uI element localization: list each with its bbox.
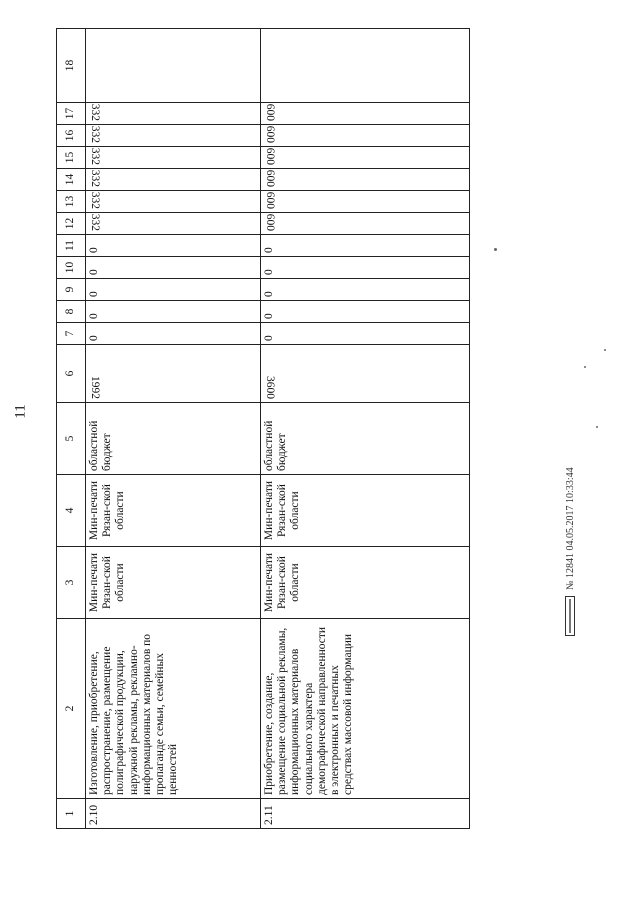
year-value: 332 <box>89 103 102 121</box>
year-cell <box>86 213 261 235</box>
year-value: 332 <box>89 169 102 187</box>
year-cell <box>86 191 261 213</box>
table-row <box>86 29 261 829</box>
executor-cell: Мин-печати Рязан-ской области <box>261 547 470 619</box>
year-cell <box>261 213 470 235</box>
year-cell <box>86 125 261 147</box>
row-id-cell: 2.11 <box>261 799 470 829</box>
year-value: 600 <box>264 125 277 143</box>
year-cell <box>86 169 261 191</box>
year-cell <box>261 103 470 125</box>
header-cell: 9 <box>57 279 86 301</box>
participant-cell: Мин-печати Рязан-ской области <box>261 475 470 547</box>
header-cell: 3 <box>57 547 86 619</box>
header-cell: 17 <box>57 103 86 125</box>
year-value: 332 <box>89 213 102 231</box>
source-cell: областной бюджет <box>86 403 261 475</box>
table-row <box>261 29 470 829</box>
total-value: 1992 <box>89 376 102 399</box>
scan-speck <box>604 349 606 351</box>
header-cell: 8 <box>57 301 86 323</box>
year-cell: 0 <box>86 301 261 323</box>
total-cell <box>261 345 470 403</box>
program-table <box>56 28 470 829</box>
scan-speck <box>494 248 497 251</box>
rotated-table-container <box>56 29 470 829</box>
result-cell <box>261 29 470 103</box>
header-cell: 18 <box>57 29 86 103</box>
year-cell: 0 <box>261 301 470 323</box>
scan-speck <box>584 366 586 368</box>
header-cell: 7 <box>57 323 86 345</box>
measure-name-cell: Приобретение, создание, размещение социальной рекламы, информационных материалов социального характера демографической направленности в электронных и печатных средствах массовой информации <box>261 619 470 799</box>
year-cell: 0 <box>86 235 261 257</box>
header-row <box>57 29 86 829</box>
header-cell: 1 <box>57 799 86 829</box>
year-cell: 0 <box>86 323 261 345</box>
page-number: 11 <box>12 404 29 419</box>
year-value: 600 <box>264 103 277 121</box>
year-value: 332 <box>89 147 102 165</box>
header-cell: 6 <box>57 345 86 403</box>
year-value: 332 <box>89 125 102 143</box>
year-cell <box>261 169 470 191</box>
total-cell <box>86 345 261 403</box>
source-cell: областной бюджет <box>261 403 470 475</box>
year-value: 600 <box>264 169 277 187</box>
header-cell: 5 <box>57 403 86 475</box>
header-cell: 12 <box>57 213 86 235</box>
stamp-text: № 12841 04.05.2017 10:33:44 <box>564 467 576 590</box>
year-value: 600 <box>264 213 277 231</box>
result-cell <box>86 29 261 103</box>
year-cell <box>261 125 470 147</box>
header-cell: 13 <box>57 191 86 213</box>
row-id-cell: 2.10 <box>86 799 261 829</box>
year-cell <box>86 103 261 125</box>
header-cell: 16 <box>57 125 86 147</box>
year-cell <box>261 147 470 169</box>
year-cell: 0 <box>86 257 261 279</box>
executor-cell: Мин-печати Рязан-ской области <box>86 547 261 619</box>
header-cell: 2 <box>57 619 86 799</box>
header-cell: 15 <box>57 147 86 169</box>
year-cell: 0 <box>261 279 470 301</box>
stamp-barcode-icon <box>565 596 575 636</box>
year-cell <box>261 191 470 213</box>
year-value: 600 <box>264 191 277 209</box>
measure-name-cell: Изготовление, приобретение, распространение, размещение полиграфической продукции, наружной рекламы, рекламно-информационных материалов по пропаганде семьи, семейных ценностей <box>86 619 261 799</box>
year-value: 332 <box>89 191 102 209</box>
year-cell <box>86 147 261 169</box>
year-cell: 0 <box>261 257 470 279</box>
participant-cell: Мин-печати Рязан-ской области <box>86 475 261 547</box>
header-cell: 11 <box>57 235 86 257</box>
year-value: 600 <box>264 147 277 165</box>
header-cell: 4 <box>57 475 86 547</box>
total-value: 3600 <box>264 376 277 399</box>
scan-speck <box>596 426 598 428</box>
header-cell: 14 <box>57 169 86 191</box>
header-cell: 10 <box>57 257 86 279</box>
year-cell: 0 <box>261 323 470 345</box>
registration-stamp <box>556 456 584 636</box>
year-cell: 0 <box>86 279 261 301</box>
year-cell: 0 <box>261 235 470 257</box>
